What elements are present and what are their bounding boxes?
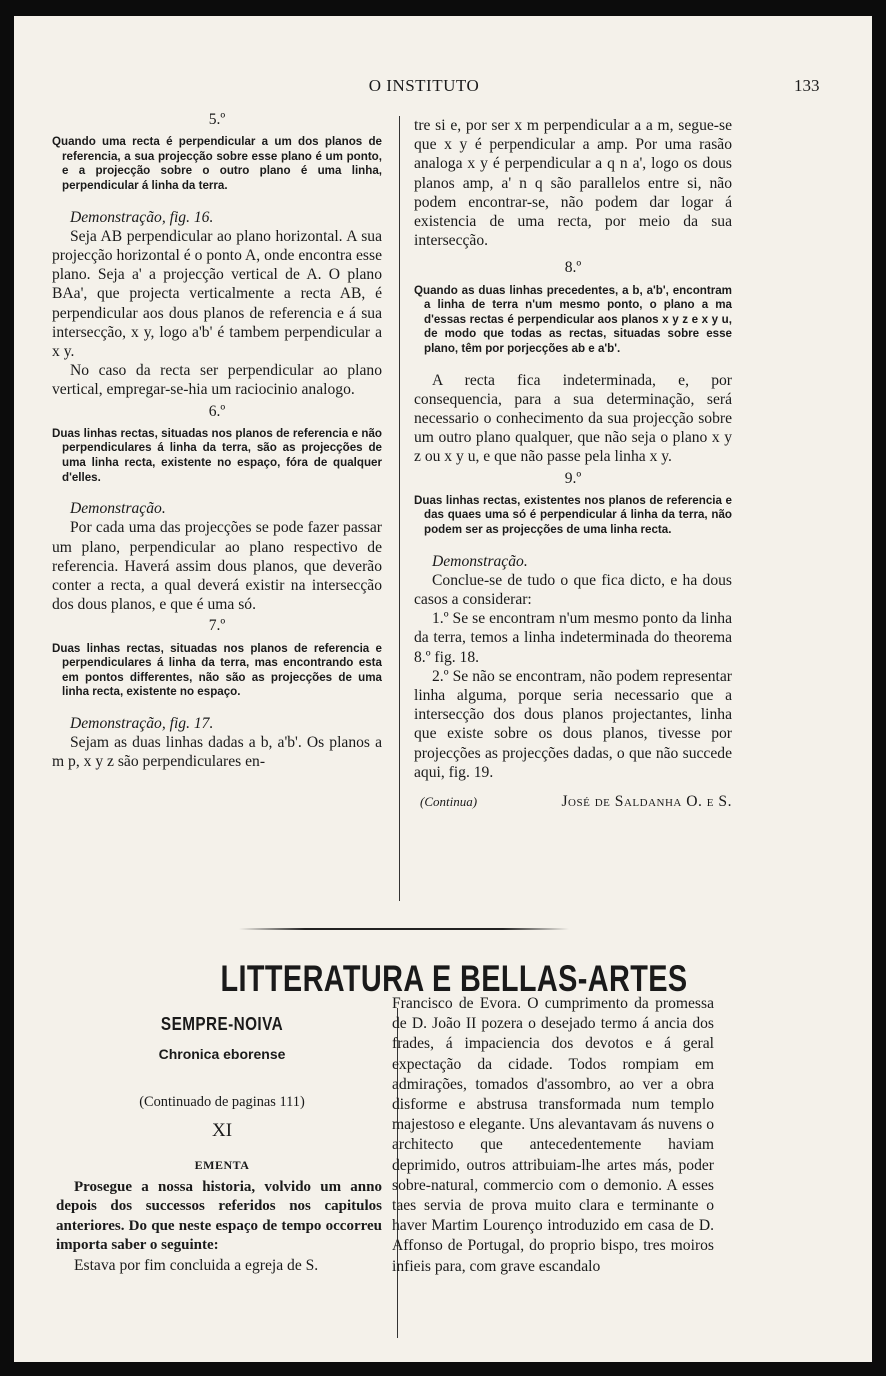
paragraph-9-3: 2.º Se não se encontram, não podem representar linha alguma, porque seria necessario que a intersecção dos dous planos projectantes, linha que existe sobre os dous planos, tivesse por projecções as projecções dadas, o que não succede aqui, fig. 19.: [414, 667, 732, 781]
section-number-6: 6.º: [208, 402, 226, 420]
section-number-8: 8.º: [564, 259, 582, 277]
article-subtitle: Chronica eborense: [158, 1046, 286, 1062]
left-column: [52, 108, 382, 772]
theorem-8: Quando as duas linhas precedentes, a b, a'b', encontram a linha de terra n'um mesmo ponto, o plano a ma d'essas rectas é perpendicular aos planos x y z e x y u, de modo que todas as rectas, situadas sobre esse plano, têm por porjecções ab e a'b'.: [414, 283, 732, 355]
section-separator-rule: [239, 928, 569, 930]
paragraph-5-1: Seja AB perpendicular ao plano horizontal. A sua projecção horizontal é o ponto A, onde encontra esse plano. Seja a' a projecção vertical de A. O plano BAa', que projecta verticalmente a recta AB, é perpendicular aos dous planos de referencia e á sua intersecção, x y, logo a'b' é tambem perpendicular a x y.: [52, 227, 382, 360]
bottom-left-column: [56, 1178, 382, 1275]
signature-line: [414, 792, 732, 811]
section-number-5: 5.º: [208, 111, 226, 128]
section-number-7: 7.º: [208, 617, 226, 635]
section-number-9: 9.º: [564, 469, 582, 487]
column-divider-top: [399, 116, 400, 901]
paragraph-6-1: Por cada uma das projecções se pode fazer passar um plano, perpendicular ao plano respectivo de referencia. Haverá assim dous planos, que deverão conter a recta, a qual deverá existir na intersecção dos dous planos, e que é uma só.: [52, 519, 382, 614]
paragraph-9-1: Conclue-se de tudo o que fica dicto, e ha dous casos a considerar:: [414, 571, 732, 608]
paragraph-7-continued: tre si e, por ser x m perpendicular a a m, segue-se que x y é perpendicular a amp. Por uma rasão analoga x y é perpendicular a q n a', logo os dous planos amp, a' n q são parallelos entre si, não podem encontrar-se, não podem dar logar á existencia de uma recta, por meio da sua intersecção.: [414, 117, 732, 250]
demonstration-9-label: Demonstração.: [432, 552, 528, 570]
paragraph-5-2: No caso da recta ser perpendicular ao plano vertical, empregar-se-hia um raciocinio analogo.: [52, 362, 382, 399]
continued-from-note: (Continuado de paginas 111): [139, 1094, 305, 1110]
theorem-9: Duas linhas rectas, existentes nos planos de referencia e das quaes uma só é perpendicular á linha da terra, não podem ser as projecções de uma linha recta.: [414, 493, 732, 536]
chapter-number: XI: [211, 1120, 233, 1141]
theorem-7: Duas linhas rectas, situadas nos planos de referencia e perpendiculares á linha da terra, mas encontrando esta em pontos differentes, não são as projecções de uma linha recta, existente no espaço.: [52, 641, 382, 699]
story-paragraph-2: Francisco de Evora. O cumprimento da promessa de D. João II pozera o desejado termo á ancia dos frades, á impaciencia dos devotos e á geral expectação da cidade. Todos rompiam em admirações, tomados d'assombro, ao ver a obra disforme e abstrusa transformada num templo majestoso e elegante. Uns alevantavam ás nuvens o architecto que antecedentemente haviam deprimido, outros attribuiam-lhe artes más, poder sobre-natural, commercio com o demonio. A esses taes servia de prova muito clara e terminante o haver Martim Lourenço introduzido em casa de D. Affonso de Portugal, do proprio bispo, tres moiros infieis para, com grave escandalo: [392, 995, 714, 1275]
ementa-heading: EMENTA: [194, 1158, 250, 1172]
paragraph-9-2: 1.º Se se encontram n'um mesmo ponto da linha da terra, temos a linha indeterminada do theorema 8.º fig. 18.: [414, 610, 732, 666]
right-column: [414, 116, 732, 811]
demonstration-7-label: Demonstração, fig. 17.: [70, 714, 214, 732]
author-signature: José de Saldanha O. e S.: [561, 793, 732, 811]
theorem-6: Duas linhas rectas, situadas nos planos de referencia e não perpendiculares á linha da terra, são as projecções de uma linha recta, existente no espaço, fóra de qualquer d'elles.: [52, 426, 382, 484]
demonstration-6-label: Demonstração.: [70, 500, 166, 518]
section-title: LITTERATURA E BELLAS-ARTES: [220, 958, 688, 999]
ementa-paragraph: Prosegue a nossa historia, volvido um anno depois dos successos referidos nos capitulos anteriores. Do que neste espaço de tempo occorreu importa saber o seguinte:: [56, 1179, 382, 1254]
demonstration-5-label: Demonstração, fig. 16.: [70, 208, 214, 226]
continua-label: (Continua): [420, 794, 478, 810]
article-title: SEMPRE-NOIVA: [160, 1014, 284, 1034]
paragraph-7-1: Sejam as duas linhas dadas a b, a'b'. Os planos a m p, x y z são perpendiculares en-: [52, 734, 382, 771]
paragraph-8-1: A recta fica indeterminada, e, por consequencia, para a sua determinação, será necessario o conhecimento da sua projecção sobre um outro plano qualquer, que não seja o plano x y z ou x y u, e que não passe pela linha x y.: [414, 371, 732, 466]
journal-page: [14, 16, 872, 1362]
story-paragraph-1: Estava por fim concluida a egreja de S.: [74, 1256, 319, 1274]
running-header-title: O INSTITUTO: [368, 76, 480, 95]
bottom-right-column: [392, 994, 714, 1277]
page-number: 133: [794, 76, 820, 95]
theorem-5: Quando uma recta é perpendicular a um dos planos de referencia, a sua projecção sobre esse plano é um ponto, e a projecção sobre o outro plano é uma linha, perpendicular á linha da terra.: [52, 135, 382, 192]
